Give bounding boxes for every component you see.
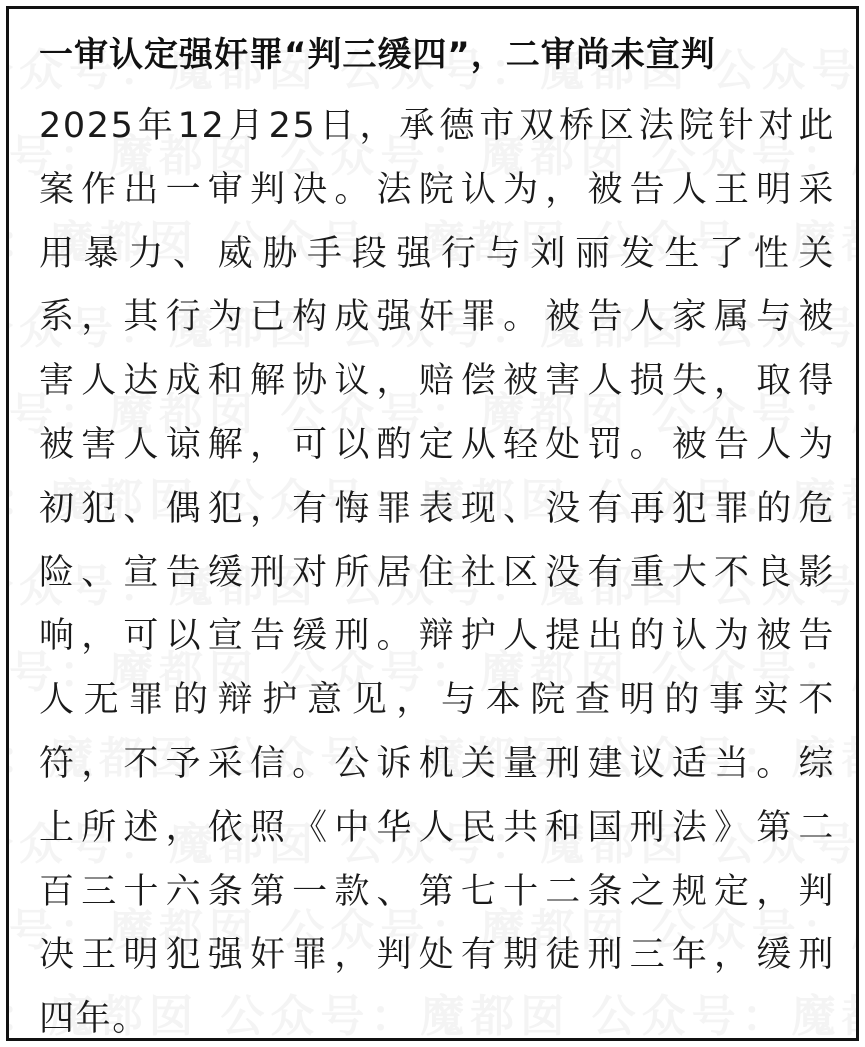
paragraph-line: 案作出一审判决。法院认为，被告人王明采 [39,169,835,210]
article-frame [6,6,859,1041]
paragraph-line: 响，可以宣告缓刑。辩护人提出的认为被告 [39,616,835,657]
paragraph-line: 用暴力、威胁手段强行与刘丽发生了性关 [39,233,835,274]
paragraph-line: 初犯、偶犯，有悔罪表现、没有再犯罪的危 [39,488,835,529]
paragraph-line: 2025年12月25日，承德市双桥区法院针对此 [39,106,835,146]
paragraph-line: 四年。 [39,999,149,1040]
paragraph-line: 决王明犯强奸罪，判处有期徒刑三年，缓刑 [39,935,835,976]
paragraph-line: 系，其行为已构成强奸罪。被告人家属与被 [39,297,835,338]
paragraph-line: 人无罪的辩护意见，与本院查明的事实不 [39,680,835,721]
judgment-paragraph [39,95,835,1041]
headline: 一审认定强奸罪“判三缓四”，二审尚未宣判 [39,35,716,75]
paragraph-line: 害人达成和解协议，赔偿被害人损失，取得 [39,361,835,402]
paragraph-line: 上所述，依照《中华人民共和国刑法》第二 [39,807,835,848]
paragraph-line: 符，不予采信。公诉机关量刑建议适当。综 [39,743,835,784]
paragraph-line: 百三十六条第一款、第七十二条之规定，判 [39,871,835,912]
paragraph-line: 被害人谅解，可以酌定从轻处罚。被告人为 [39,424,835,465]
paragraph-line: 险、宣告缓刑对所居住社区没有重大不良影 [39,552,835,593]
